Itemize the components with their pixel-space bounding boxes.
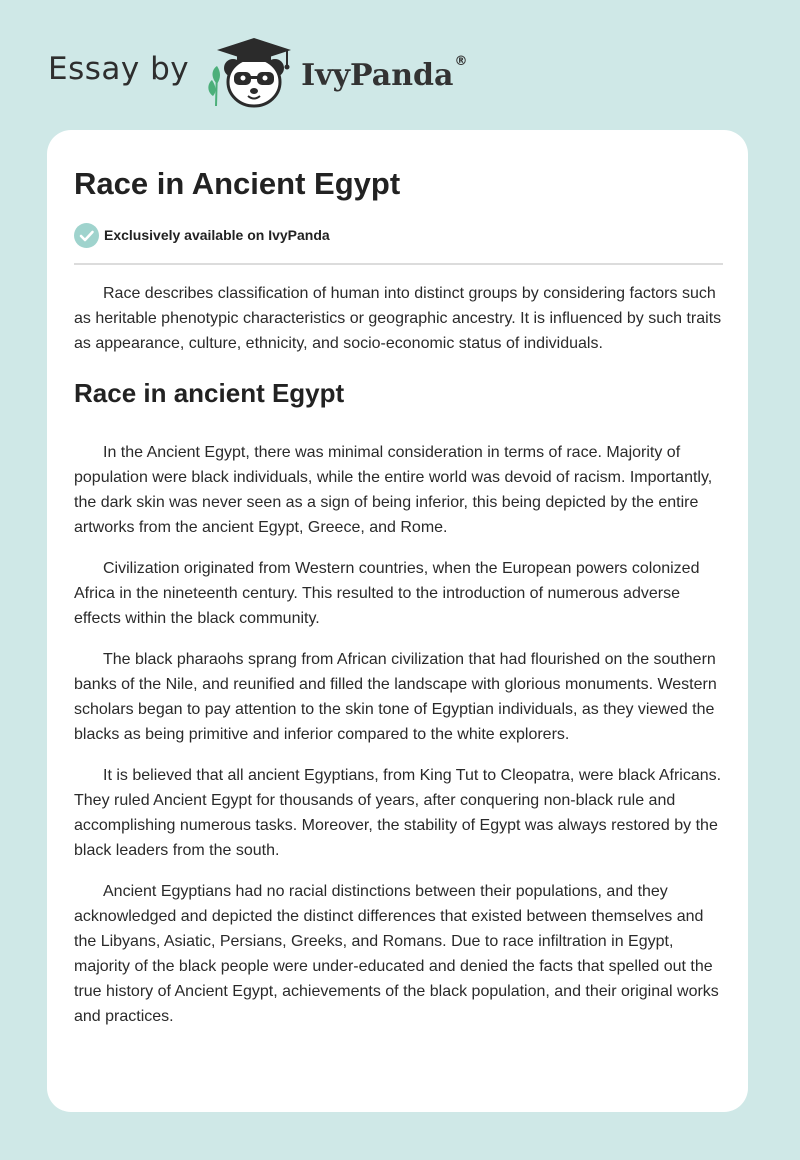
body-paragraph: In the Ancient Egypt, there was minimal consideration in terms of race. Majority of population were black individuals, while the entire world was devoid of racism. Importantly, the dark skin was never seen as a sign of being inferior, this being depicted by the entire artworks from the ancient Egypt, Greece, and Rome. bbox=[74, 444, 713, 536]
section-body bbox=[74, 440, 723, 1029]
panda-logo-icon bbox=[203, 34, 295, 110]
body-paragraph: It is believed that all ancient Egyptians, from King Tut to Cleopatra, were black Africans. They ruled Ancient Egypt for thousands of years, after conquering non-black rule and accomplishing numerous tasks. Moreover, the stability of Egypt was always restored by the black leaders from the south. bbox=[74, 767, 722, 859]
ivypanda-wordmark bbox=[301, 53, 468, 93]
essay-by-label: Essay by bbox=[48, 51, 190, 87]
registered-mark: ® bbox=[454, 53, 468, 69]
badge-text: Exclusively available on IvyPanda bbox=[104, 227, 330, 243]
brand-header[interactable] bbox=[48, 34, 467, 110]
intro-paragraph: Race describes classification of human into distinct groups by considering factors such as heritable phenotypic characteristics or geographic ancestry. It is influenced by such traits as appearance, culture, ethnicity, and socio-economic status of individuals. bbox=[74, 285, 722, 352]
page-title: Race in Ancient Egypt bbox=[74, 166, 401, 201]
brand-name: IvyPanda bbox=[301, 57, 454, 93]
essay-card bbox=[47, 130, 748, 1112]
title-divider bbox=[74, 263, 723, 265]
body-paragraph: Civilization originated from Western countries, when the European powers colonized Africa in the nineteenth century. This resulted to the introduction of numerous adverse effects within the black community. bbox=[74, 560, 700, 627]
check-circle-icon bbox=[74, 223, 99, 248]
exclusive-badge bbox=[74, 222, 723, 248]
section-heading: Race in ancient Egypt bbox=[74, 378, 345, 408]
body-paragraph: Ancient Egyptians had no racial distinctions between their populations, and they acknowledged and depicted the distinct differences that existed between themselves and the Libyans, Asiatic, Persians, Greeks, and Romans. Due to race infiltration in Egypt, majority of the black people were under-educated and denied the facts that spelled out the true history of Ancient Egypt, achievements of the black population, and their original works and practices. bbox=[74, 883, 719, 1025]
body-paragraph: The black pharaohs sprang from African civilization that had flourished on the southern banks of the Nile, and reunified and filled the landscape with glorious monuments. Western scholars began to pay attention to the skin tone of Egyptian individuals, as they viewed the blacks as being primitive and inferior compared to the white explorers. bbox=[74, 651, 717, 743]
essay-content bbox=[74, 164, 723, 1029]
